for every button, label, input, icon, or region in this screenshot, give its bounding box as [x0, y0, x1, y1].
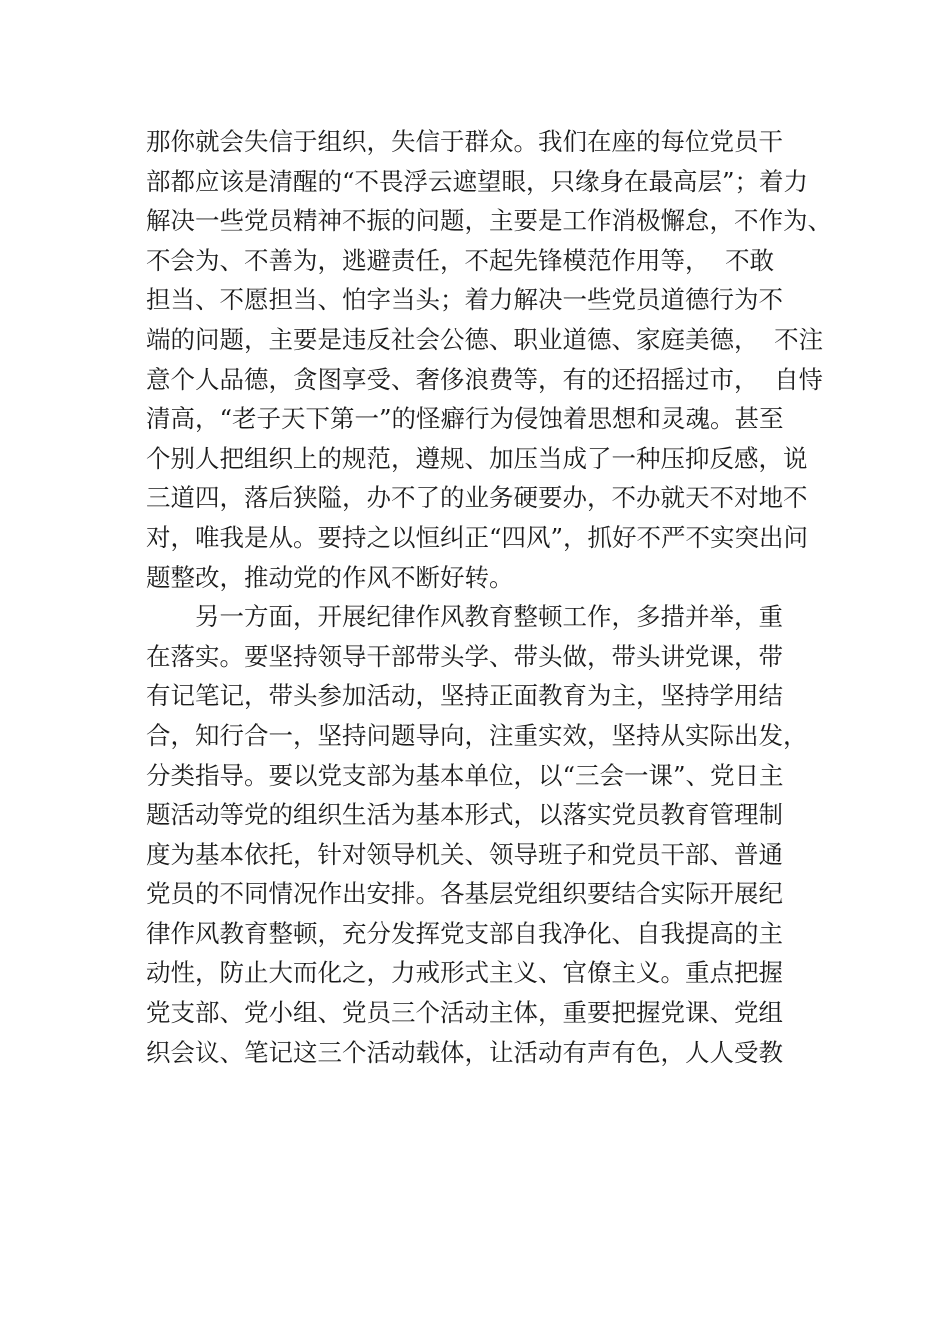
text-line: 意个人品德，贪图享受、奢侈浪费等，有的还招摇过市， 自恃 — [146, 364, 824, 394]
paragraph-first-line: 另一方面，开展纪律作风教育整顿工作，多措并举，重 — [195, 602, 783, 632]
text-line: 不会为、不善为，逃避责任，不起先锋模范作用等， 不敢 — [146, 245, 775, 275]
text-line: 有记笔记，带头参加活动，坚持正面教育为主，坚持学用结 — [146, 681, 783, 711]
text-line: 对，唯我是从。要持之以恒纠正“四风”，抓好不严不实突出问 — [146, 522, 809, 552]
text-line: 题整改，推动党的作风不断好转。 — [146, 562, 514, 592]
text-line: 三道四，落后狭隘，办不了的业务硬要办，不办就天不对地不 — [146, 483, 808, 513]
body-text — [146, 122, 832, 1072]
text-line: 合，知行合一，坚持问题导向，注重实效，坚持从实际出发， — [146, 720, 808, 750]
text-line: 织会议、笔记这三个活动载体，让活动有声有色，人人受教 — [146, 1037, 783, 1067]
text-line: 在落实。要坚持领导干部带头学、带头做，带头讲党课，带 — [146, 641, 783, 671]
text-line: 律作风教育整顿，充分发挥党支部自我净化、自我提高的主 — [146, 918, 783, 948]
text-line: 个别人把组织上的规范，遵规、加压当成了一种压抑反感，说 — [146, 443, 808, 473]
text-line: 清高，“老子天下第一”的怪癖行为侵蚀着思想和灵魂。甚至 — [146, 404, 784, 434]
text-line: 部都应该是清醒的“不畏浮云遮望眼，只缘身在最高层”；着力 — [146, 166, 809, 196]
text-line: 分类指导。要以党支部为基本单位，以“三会一课”、党日主 — [146, 760, 784, 790]
text-line: 党支部、党小组、党员三个活动主体，重要把握党课、党组 — [146, 998, 783, 1028]
text-line: 党员的不同情况作出安排。各基层党组织要结合实际开展纪 — [146, 879, 783, 909]
text-line: 解决一些党员精神不振的问题，主要是工作消极懈怠，不作为、 — [146, 206, 832, 236]
text-line: 动性，防止大而化之，力戒形式主义、官僚主义。重点把握 — [146, 958, 783, 988]
text-line: 度为基本依托，针对领导机关、领导班子和党员干部、普通 — [146, 839, 783, 869]
text-line: 担当、不愿担当、怕字当头；着力解决一些党员道德行为不 — [146, 285, 783, 315]
text-line: 那你就会失信于组织，失信于群众。我们在座的每位党员干 — [146, 127, 783, 156]
text-line: 题活动等党的组织生活为基本形式，以落实党员教育管理制 — [146, 800, 783, 830]
text-line: 端的问题，主要是违反社会公德、职业道德、家庭美德， 不注 — [146, 324, 824, 354]
